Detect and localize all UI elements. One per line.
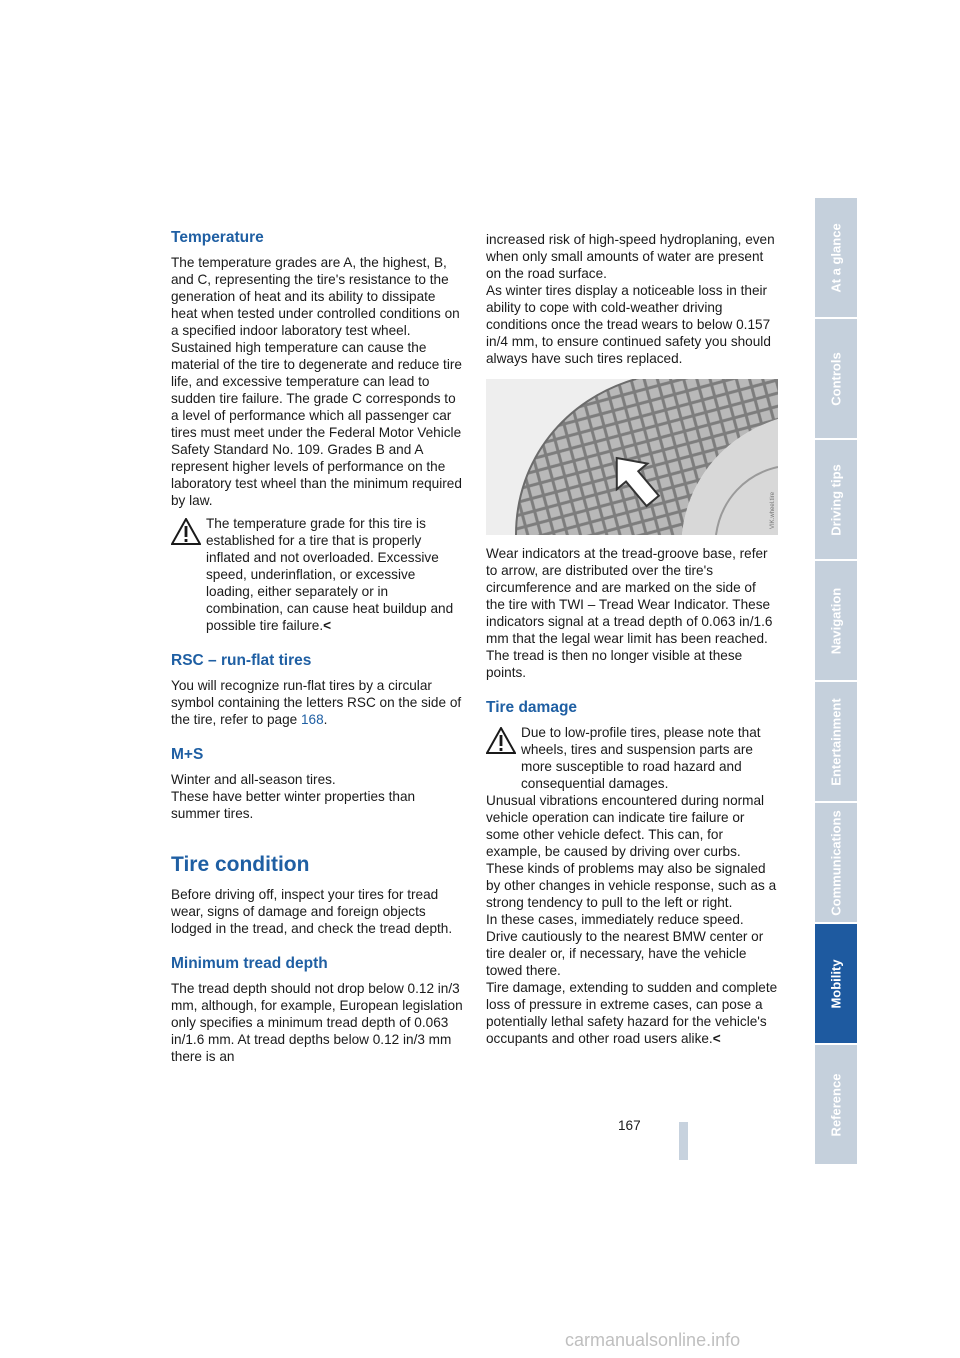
end-mark: < (712, 1031, 721, 1046)
tab-mobility[interactable]: Mobility (815, 924, 857, 1043)
temperature-heading: Temperature (171, 229, 264, 246)
tire-illustration (486, 379, 778, 535)
tire-condition-text: Before driving off, inspect your tires for tread wear, signs of damage and foreign objects lodged in the tread, and check the tread depth. (171, 887, 453, 936)
right-column (486, 231, 778, 1047)
tire-damage-paragraph-2: Unusual vibrations encountered during normal vehicle operation can indicate tire failure or some other vehicle defect. This can, for example, be caused by driving over curbs. These kinds of problems may also be signaled by other changes in vehicle response, such as a strong tendency to pull to the left or right. (486, 793, 777, 910)
temperature-paragraph-1: The temperature grades are A, the highest, B, and C, representing the tire's resistance to the generation of heat and its ability to dissipate heat when tested under controlled conditions on a specified indoor laboratory test wheel. (171, 255, 460, 338)
left-column (171, 228, 463, 1065)
ms-line-1: Winter and all-season tires. (171, 772, 336, 787)
tab-communications[interactable]: Communications (815, 803, 857, 922)
tire-tread-figure (486, 379, 778, 535)
min-tread-text: The tread depth should not drop below 0.12 in/3 mm, although, for example, European legislation only specifies a minimum tread depth of 0.063 in/1.6 mm. At tread depths below 0.12 in/3 mm there is an (171, 981, 463, 1064)
winter-tires-text: As winter tires display a noticeable loss in their ability to cope with cold-weather driving conditions once the tread wears to below 0.157 in/4 mm, to ensure continued safety you should always have such tires replaced. (486, 283, 771, 366)
tire-damage-paragraph-4: Tire damage, extending to sudden and complete loss of pressure in extreme cases, can pose a potentially lethal safety hazard for the vehicle's occupants and other road users alike. (486, 980, 778, 1046)
page-number-bar (679, 1122, 688, 1160)
watermark: carmanualsonline.info (565, 1330, 741, 1350)
tab-driving-tips[interactable]: Driving tips (815, 440, 857, 559)
tab-entertainment[interactable]: Entertainment (815, 682, 857, 801)
temperature-warning-text: The temperature grade for this tire is established for a tire that is properly inflated and not overloaded. Excessive speed, underinflation, or excessive loading, either separately or in combination, can cause heat buildup and possible tire failure. (206, 516, 454, 633)
rsc-period: . (323, 712, 328, 727)
page-168-link[interactable]: 168 (300, 712, 324, 727)
figure-code: VIK.wheel.tire (770, 491, 776, 529)
page-number: 167 (618, 1118, 641, 1133)
warning-icon (171, 518, 201, 545)
tab-at-a-glance[interactable]: At a glance (815, 198, 857, 317)
tire-damage-heading: Tire damage (486, 699, 578, 716)
tab-reference[interactable]: Reference (815, 1045, 857, 1164)
min-tread-heading: Minimum tread depth (171, 955, 328, 972)
rsc-heading: RSC – run-flat tires (171, 652, 312, 669)
end-mark: < (323, 618, 332, 633)
ms-heading: M+S (171, 746, 204, 763)
temperature-paragraph-2: Sustained high temperature can cause the material of the tire to degenerate and reduce tire life, and excessive temperature can lead to sudden tire failure. The grade C corresponds to a level of performance which all passenger car tires must meet under the Federal Motor Vehicle Safety Standard No. 109. Grades B and A represent higher levels of performance on the laboratory test wheel than the minimum required by law. (171, 340, 462, 508)
tire-damage-warning (486, 724, 778, 792)
tab-controls[interactable]: Controls (815, 319, 857, 438)
rsc-paragraph (171, 677, 463, 728)
rsc-text: You will recognize run-flat tires by a circular symbol containing the letters RSC on the side of the tire, refer to page (171, 678, 462, 727)
chapter-tabs (815, 198, 857, 1166)
tire-damage-paragraph-3: In these cases, immediately reduce speed. Drive cautiously to the nearest BMW center or tire dealer or, if necessary, have the vehicle towed there. (486, 912, 764, 978)
warning-icon (486, 727, 516, 754)
tab-navigation[interactable]: Navigation (815, 561, 857, 680)
min-tread-continued: increased risk of high-speed hydroplaning, even when only small amounts of water are present on the road surface. (486, 232, 775, 281)
tire-damage-warning-text: Due to low-profile tires, please note that wheels, tires and suspension parts are more susceptible to road hazard and consequential damages. (521, 725, 761, 791)
tire-condition-heading: Tire condition (171, 853, 310, 876)
ms-line-2: These have better winter properties than summer tires. (171, 789, 416, 821)
wear-indicators-text: Wear indicators at the tread-groove base, refer to arrow, are distributed over the tire's circumference and are marked on the side of the tire with TWI – Tread Wear Indicator. These indicators signal at a tread depth of 0.063 in/1.6 mm that the legal wear limit has been reached. The tread is then no longer visible at these points. (486, 546, 773, 680)
temperature-warning (171, 515, 463, 634)
